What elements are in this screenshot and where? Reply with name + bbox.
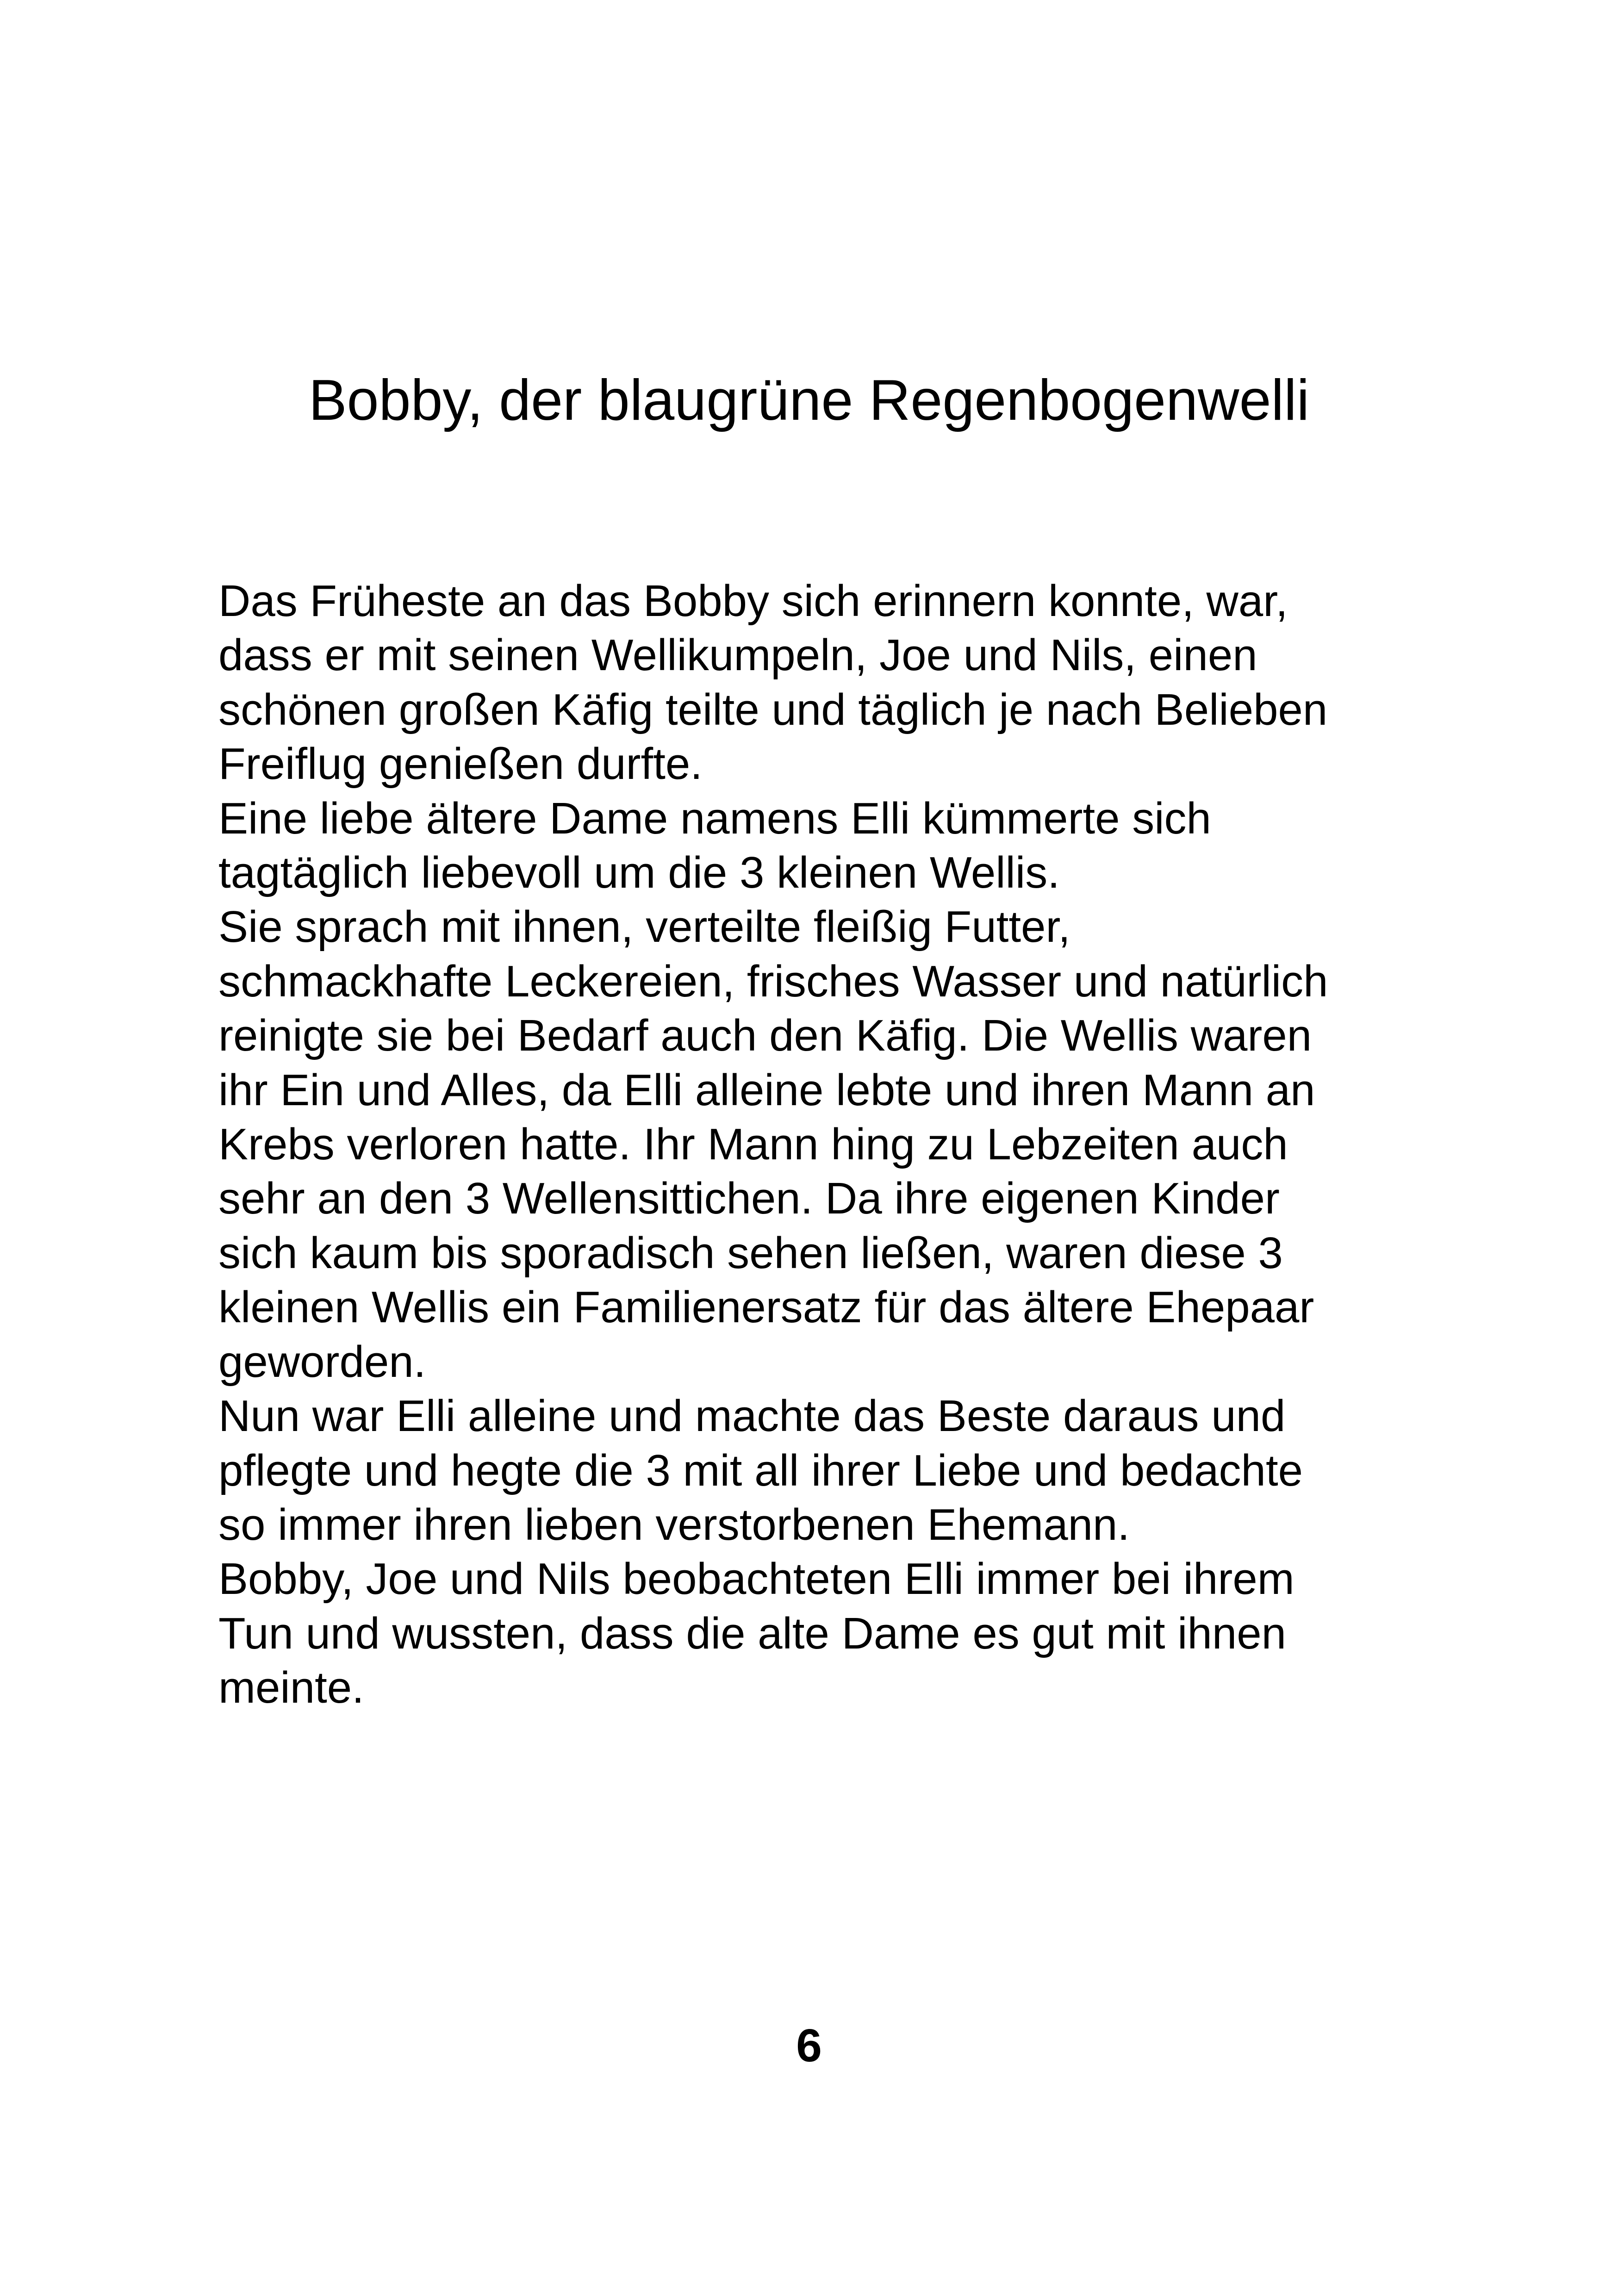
text-line: Sie sprach mit ihnen, verteilte fleißig Futter, bbox=[218, 902, 1070, 952]
text-line: sehr an den 3 Wellensittichen. Da ihre eigenen Kinder bbox=[218, 1174, 1280, 1224]
text-line: so immer ihren lieben verstorbenen Ehemann. bbox=[218, 1500, 1130, 1549]
text-line: Das Früheste an das Bobby sich erinnern konnte, war, bbox=[218, 576, 1288, 626]
text-line: ihr Ein und Alles, da Elli alleine lebte und ihren Mann an bbox=[218, 1065, 1315, 1115]
text-line: pflegte und hegte die 3 mit all ihrer Liebe und bedachte bbox=[218, 1445, 1303, 1495]
page-title: Bobby, der blaugrüne Regenbogenwelli bbox=[308, 368, 1310, 432]
text-line: Tun und wussten, dass die alte Dame es gut mit ihnen bbox=[218, 1608, 1287, 1658]
body-text bbox=[218, 574, 1422, 1715]
text-line: Freiflug genießen durfte. bbox=[218, 739, 703, 789]
text-line: schönen großen Käfig teilte und täglich je nach Belieben bbox=[218, 684, 1328, 734]
text-line: reinigte sie bei Bedarf auch den Käfig. Die Wellis waren bbox=[218, 1011, 1312, 1061]
text-line: geworden. bbox=[218, 1337, 426, 1387]
text-line: Eine liebe ältere Dame namens Elli kümmerte sich bbox=[218, 793, 1211, 843]
text-line: tagtäglich liebevoll um die 3 kleinen Wellis. bbox=[218, 848, 1060, 898]
text-line: dass er mit seinen Wellikumpeln, Joe und Nils, einen bbox=[218, 630, 1257, 680]
text-line: kleinen Wellis ein Familienersatz für das ältere Ehepaar bbox=[218, 1282, 1314, 1332]
page-number: 6 bbox=[796, 2020, 822, 2072]
text-line: schmackhafte Leckereien, frisches Wasser und natürlich bbox=[218, 956, 1328, 1006]
text-line: sich kaum bis sporadisch sehen ließen, waren diese 3 bbox=[218, 1228, 1283, 1278]
text-line: meinte. bbox=[218, 1663, 364, 1713]
text-line: Bobby, Joe und Nils beobachteten Elli immer bei ihrem bbox=[218, 1554, 1294, 1604]
text-line: Krebs verloren hatte. Ihr Mann hing zu Lebzeiten auch bbox=[218, 1120, 1288, 1170]
text-line: Nun war Elli alleine und machte das Beste daraus und bbox=[218, 1391, 1286, 1441]
